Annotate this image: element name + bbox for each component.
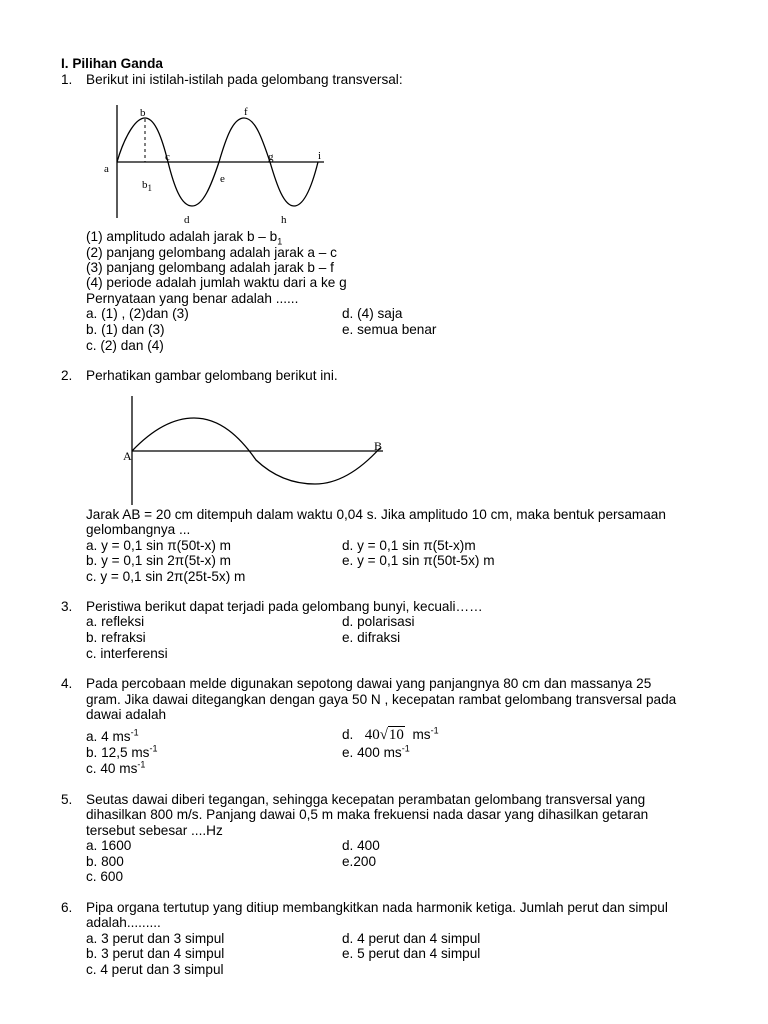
q5-option-c[interactable]: c. 600 — [86, 869, 124, 884]
q2-option-d[interactable]: d. y = 0,1 sin π(5t-x)m — [342, 538, 476, 553]
q1-option-c[interactable]: c. (2) dan (4) — [86, 338, 164, 353]
q2-number: 2. — [61, 368, 73, 383]
q1-number: 1. — [61, 72, 73, 87]
q1-label-b: b — [140, 107, 146, 119]
q1-option-d[interactable]: d. (4) saja — [342, 306, 403, 321]
q1-statement-3: (3) panjang gelombang adalah jarak b – f — [86, 260, 334, 275]
q6-line-1: Pipa organa tertutup yang ditiup membangkitkan nada harmonik ketiga. Jumlah perut dan simpul — [86, 900, 668, 915]
q4-option-c[interactable]: c. 40 $ms^{-1}$ — [86, 759, 146, 776]
q4-line-3: dawai adalah — [86, 707, 167, 722]
q1-prompt: Pernyataan yang benar adalah ...... — [86, 291, 299, 306]
q6-option-b[interactable]: b. 3 perut dan 4 simpul — [86, 946, 225, 961]
q6-option-a[interactable]: a. 3 perut dan 3 simpul — [86, 931, 225, 946]
q5-line-2: dihasilkan 800 m/s. Panjang dawai 0,5 m maka frekuensi nada dasar yang dihasilkan getaran — [86, 807, 649, 822]
q1-label-b1: $b_1$ — [142, 179, 152, 194]
q1-statement-2: (2) panjang gelombang adalah jarak a – c — [86, 245, 337, 260]
q1-statement-1: (1) amplitudo adalah jarak b – $b_1$ — [86, 229, 283, 247]
q2-stem: Perhatikan gambar gelombang berikut ini. — [86, 368, 338, 383]
q3-option-e[interactable]: e. difraksi — [342, 630, 401, 645]
q4-option-b[interactable]: b. 12,5 $ms^{-1}$ — [86, 743, 158, 760]
q6-line-2: adalah......... — [86, 915, 161, 930]
q1-option-a[interactable]: a. (1) , (2)dan (3) — [86, 306, 189, 321]
q4-sqrt-expression: 40√10 — [364, 727, 404, 743]
q4-option-d[interactable]: d. 40√10 $ms^{-1}$ — [342, 725, 439, 743]
q3-option-d[interactable]: d. polarisasi — [342, 614, 415, 629]
q1-label-e: e — [220, 173, 225, 185]
q4-line-2: gram. Jika dawai ditegangkan dengan gaya 50 N , kecepatan rambat gelombang transversal pada — [86, 692, 677, 707]
q1-label-f: f — [244, 106, 248, 118]
q2-label-A: A — [123, 449, 132, 463]
q6-option-c[interactable]: c. 4 perut dan 3 simpul — [86, 962, 224, 977]
q6-option-d[interactable]: d. 4 perut dan 4 simpul — [342, 931, 481, 946]
q1-stem: Berikut ini istilah-istilah pada gelombang transversal: — [86, 72, 403, 87]
q2-option-c[interactable]: c. y = 0,1 sin 2π(25t-5x) m — [86, 569, 246, 584]
q1-option-e[interactable]: e. semua benar — [342, 322, 437, 337]
q4-number: 4. — [61, 676, 73, 691]
q2-option-b[interactable]: b. y = 0,1 sin 2π(5t-x) m — [86, 553, 231, 568]
q3-option-a[interactable]: a. refleksi — [86, 614, 145, 629]
q1-label-d: d — [184, 214, 190, 226]
q1-label-g: g — [268, 151, 274, 163]
q3-option-b[interactable]: b. refraksi — [86, 630, 146, 645]
q1-label-c: c — [165, 151, 170, 163]
q4-option-e[interactable]: e. 400 $ms^{-1}$ — [342, 743, 410, 760]
q5-option-b[interactable]: b. 800 — [86, 854, 124, 869]
q5-option-a[interactable]: a. 1600 — [86, 838, 132, 853]
section-title: I. Pilihan Ganda — [61, 56, 163, 71]
q3-stem: Peristiwa berikut dapat terjadi pada gelombang bunyi, kecuali…… — [86, 599, 483, 614]
q1-label-h: h — [281, 214, 287, 226]
q5-line-1: Seutas dawai diberi tegangan, sehingga kecepatan perambatan gelombang transversal yang — [86, 792, 646, 807]
sqrt-icon: √ — [379, 727, 388, 743]
q5-number: 5. — [61, 792, 73, 807]
q1-option-b[interactable]: b. (1) dan (3) — [86, 322, 165, 337]
q2-option-a[interactable]: a. y = 0,1 sin π(50t-x) m — [86, 538, 231, 553]
q3-option-c[interactable]: c. interferensi — [86, 646, 168, 661]
q1-statement-4: (4) periode adalah jumlah waktu dari a ke g — [86, 275, 347, 290]
q1-label-i: i — [318, 150, 322, 162]
q1-label-a: a — [104, 163, 109, 175]
q5-option-d[interactable]: d. 400 — [342, 838, 380, 853]
q4-line-1: Pada percobaan melde digunakan sepotong dawai yang panjangnya 80 cm dan massanya 25 — [86, 676, 652, 691]
q5-line-3: tersebut sebesar ....Hz — [86, 823, 223, 838]
q2-label-B: B — [374, 439, 383, 453]
q2-line-1: Jarak AB = 20 cm ditempuh dalam waktu 0,04 s. Jika amplitudo 10 cm, maka bentuk persamaan — [86, 507, 666, 522]
q3-number: 3. — [61, 599, 73, 614]
q2-option-e[interactable]: e. y = 0,1 sin π(50t-5x) m — [342, 553, 495, 568]
q2-line-2: gelombangnya ... — [86, 522, 191, 537]
q4-option-a[interactable]: a. 4 $ms^{-1}$ — [86, 727, 139, 744]
q6-option-e[interactable]: e. 5 perut dan 4 simpul — [342, 946, 481, 961]
q5-option-e[interactable]: e.200 — [342, 854, 377, 869]
q2-wave-curve — [132, 418, 383, 484]
q6-number: 6. — [61, 900, 73, 915]
